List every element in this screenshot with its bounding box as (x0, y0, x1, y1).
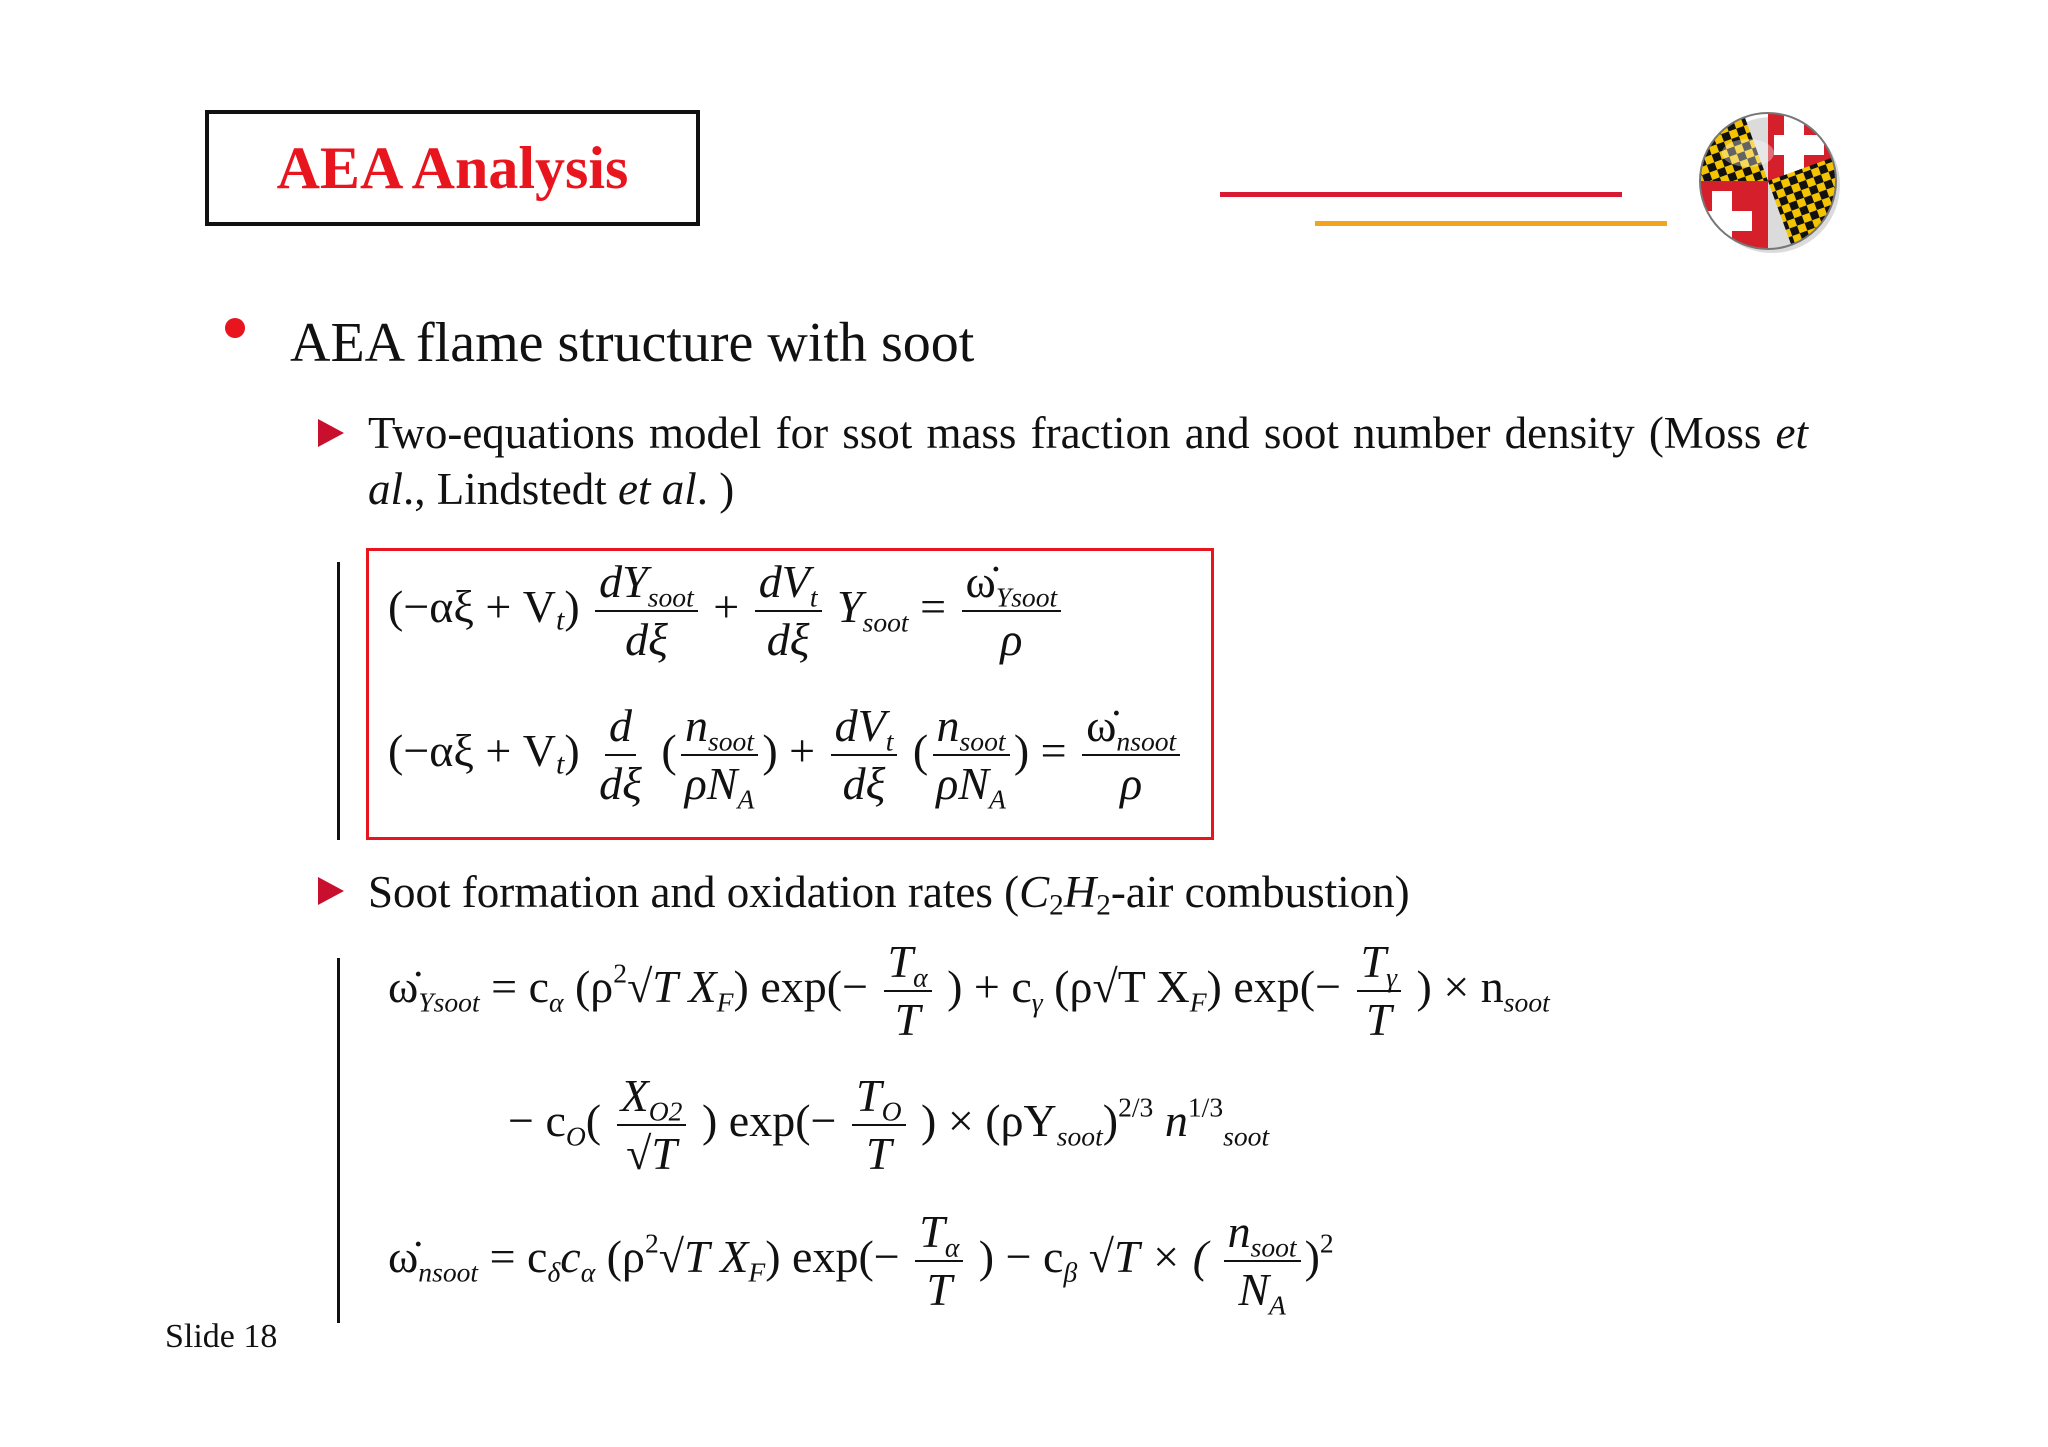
bullet-heading: AEA flame structure with soot (290, 312, 975, 374)
slide-number: Slide 18 (165, 1318, 278, 1355)
sub-bullet-rates: Soot formation and oxidation rates ($C_2H_2$-air combustion) (368, 867, 1410, 922)
gold-rule (1315, 221, 1667, 226)
equation-number-density: $(-\alpha\xi + V_t)$ $\frac{d}{d\xi}$ ( $\frac{n_{soot}}{\rho N_A}$ ) + $\frac{dV_t}{d\xi}$ ( $\frac{n_{soot}}{\rho N_A}$ ) = $\frac{\omegȧ_{nsoot}}{\rho}$ (388, 702, 1184, 809)
sub1-etal2: et al (618, 464, 697, 514)
equation-mass-fraction: $(-\alpha\xi + V_t)$ $\frac{dY_{soot}}{d\xi}$ + $\frac{dV_t}{d\xi}$ $Y_{soot}$ = $\frac{\omegȧ_{Ysoot}}{\rho}$ (388, 558, 1065, 665)
slide-title: AEA Analysis (276, 134, 629, 201)
frac-n-NA: $\frac{n_{soot}}{N_A}$ (1224, 1208, 1301, 1315)
frac-n-rhoNA: $\frac{n_{soot}}{\rho N_A}$ (681, 702, 759, 809)
frac-n-rhoNA-2: $\frac{n_{soot}}{\rho N_A}$ (932, 702, 1010, 809)
sub1-etal1: et al (368, 408, 1808, 514)
bullet-dot (225, 318, 245, 338)
rate-equation-line-3: $\omegȧ_{nsoot} = c_\delta c_\alpha$ ($\rho^2√T$ $X_F$) exp(− $\frac{T_\alpha}{T}$ ) − $c_\beta$ √T × ( $\frac{n_{soot}}{N_A}$ )$^2$ (388, 1206, 1334, 1321)
sub-bullet-model (368, 405, 1808, 517)
frac-TO-T: $\frac{T_O}{T}$ (852, 1072, 906, 1179)
frac-XO2-sqrtT: $\frac{X_{O2}}{√T}$ (617, 1072, 687, 1179)
rate-equation-line-1: $\omegȧ_{Ysoot} = c_\alpha$ ($\rho^2√T$ $X_F$) exp(− $\frac{T_\alpha}{T}$ ) + $c_\gamma$ (ρ√T $X_F$) exp(− $\frac{T_\gamma}{T}$ ) × $n_{soot}$ (388, 936, 1550, 1046)
equation-bar-2 (337, 958, 340, 1323)
frac-Tgamma-T: $\frac{T_\gamma}{T}$ (1357, 938, 1401, 1045)
sub1-mid: ., Lindstedt (403, 464, 618, 514)
arrow-bullet-icon (318, 419, 344, 447)
university-globe-logo (1692, 105, 1844, 257)
frac-omega-rho: $\frac{\omegȧ_{Ysoot}}{\rho}$ (962, 558, 1062, 665)
frac-dV-dxi: $\frac{dV_t}{d\xi}$ (755, 558, 822, 665)
sub1-pre: Two-equations model for ssot mass fraction and soot number density (Moss (368, 408, 1776, 458)
frac-dY-dxi: $\frac{dY_{soot}}{d\xi}$ (595, 558, 698, 665)
frac-dV-dxi-2: $\frac{dV_t}{d\xi}$ (831, 702, 898, 809)
frac-d-dxi: $\frac{d}{d\xi}$ (599, 700, 642, 810)
arrow-bullet-icon (318, 877, 344, 905)
frac-omega-n-rho: $\frac{\omegȧ_{nsoot}}{\rho}$ (1082, 702, 1180, 809)
red-rule (1220, 192, 1622, 197)
rate-equation-line-2: − $c_O$( $\frac{X_{O2}}{√T}$ ) exp(− $\frac{T_O}{T}$ ) × $(\rho Y_{soot})^{2/3}$ $n^{1/3}_{soot}$ (508, 1070, 1270, 1180)
frac-Talpha-T: $\frac{T_\alpha}{T}$ (884, 938, 932, 1045)
title-box (205, 110, 700, 226)
sub1-post: . ) (696, 464, 735, 514)
frac-Talpha-T-2: $\frac{T_\alpha}{T}$ (915, 1208, 963, 1315)
equation-bar-1 (337, 562, 340, 840)
